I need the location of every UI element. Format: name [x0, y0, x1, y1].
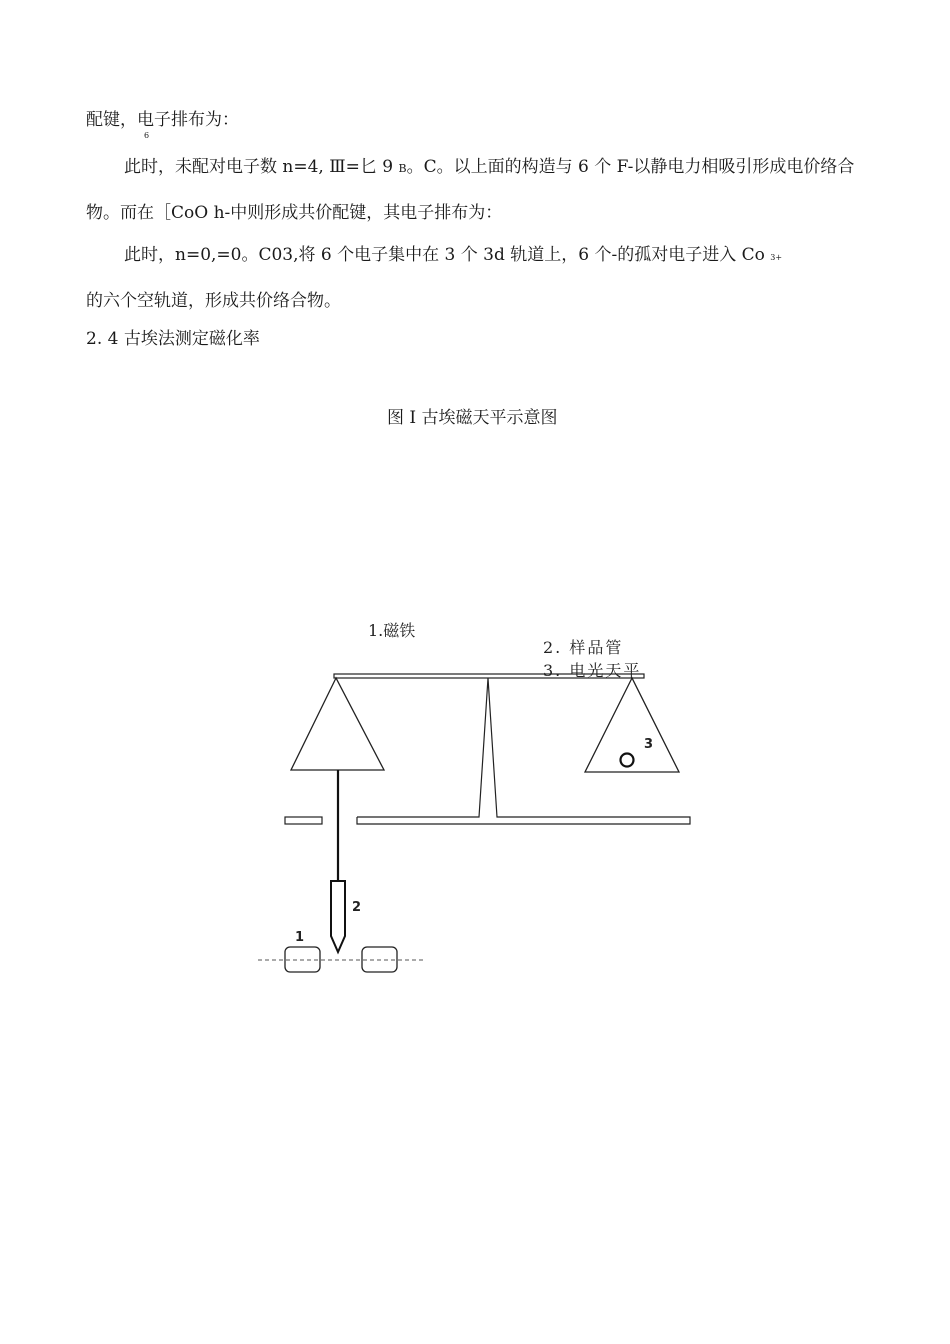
sample-tube — [331, 881, 345, 952]
text-line-1-b: 电子排布为： — [137, 110, 239, 130]
marker-2: 2 — [352, 900, 362, 915]
text-line-2-tail: 。C。以上面的构造与 6 个 F-以静电力相吸引形成电价络合 — [406, 157, 855, 177]
label-sample-tube: 2. 样品管 — [543, 638, 624, 657]
text-line-1-a: 配键， — [86, 110, 137, 130]
text-line-2-main: 此时，未配对电子数 n=4, Ⅲ=匕 9 — [124, 157, 399, 177]
marker-1: 1 — [295, 930, 305, 945]
text-line-4-superscript: 3+ — [770, 253, 783, 262]
text-line-4-main: 此时，n=0,=0。C03,将 6 个电子集中在 3 个 3d 轨道上，6 个-的孤对电子进入 Co — [124, 245, 771, 265]
label-electro-optical-balance: 3. 电光天平 — [543, 661, 642, 680]
figure-caption: 图 I 古埃磁天平示意图 — [387, 408, 558, 428]
left-platform — [285, 817, 322, 824]
text-line-1-subscript: 6 — [144, 131, 150, 140]
label-magnet: 1.磁铁 — [368, 621, 416, 640]
text-line-2-subscript: B — [398, 162, 407, 175]
text-line-3: 物。而在［CoO h-中则形成共价配键，其电子排布为： — [86, 203, 503, 223]
text-line-5: 的六个空轨道，形成共价络合物。 — [86, 291, 341, 311]
section-heading: 2. 4 古埃法测定磁化率 — [86, 329, 260, 349]
left-pan — [291, 678, 384, 770]
marker-3: 3 — [644, 737, 654, 752]
